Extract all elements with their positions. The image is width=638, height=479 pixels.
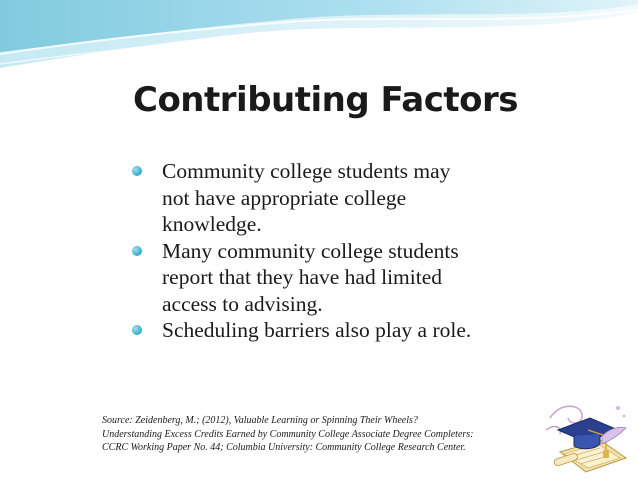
bullet-text: Community college students may not have appropriate college knowledge. [162,159,451,236]
graduation-cap-diploma-icon [540,400,632,476]
bullet-item [132,158,482,238]
bullet-list [132,158,482,344]
bullet-text: Many community college students report that they have had limited access to advising. [162,238,459,316]
bullet-item [132,238,482,318]
source-line: Understanding Excess Credits Earned by Community College Associate Degree Completers: [102,428,474,440]
source-line: Source: Zeidenberg, M.; (2012), Valuable Learning or Spinning Their Wheels? [102,415,418,426]
slide-title: Contributing Factors [133,80,518,120]
source-line: CCRC Working Paper No. 44; Columbia University: Community College Research Center. [102,442,466,453]
bullet-dot-icon [132,246,142,256]
bullet-text: Scheduling barriers also play a role. [162,318,472,342]
source-citation [102,414,542,455]
bullet-item [132,317,482,344]
bullet-dot-icon [132,166,142,176]
bullet-dot-icon [132,325,142,335]
decorative-top-wave [0,0,638,80]
